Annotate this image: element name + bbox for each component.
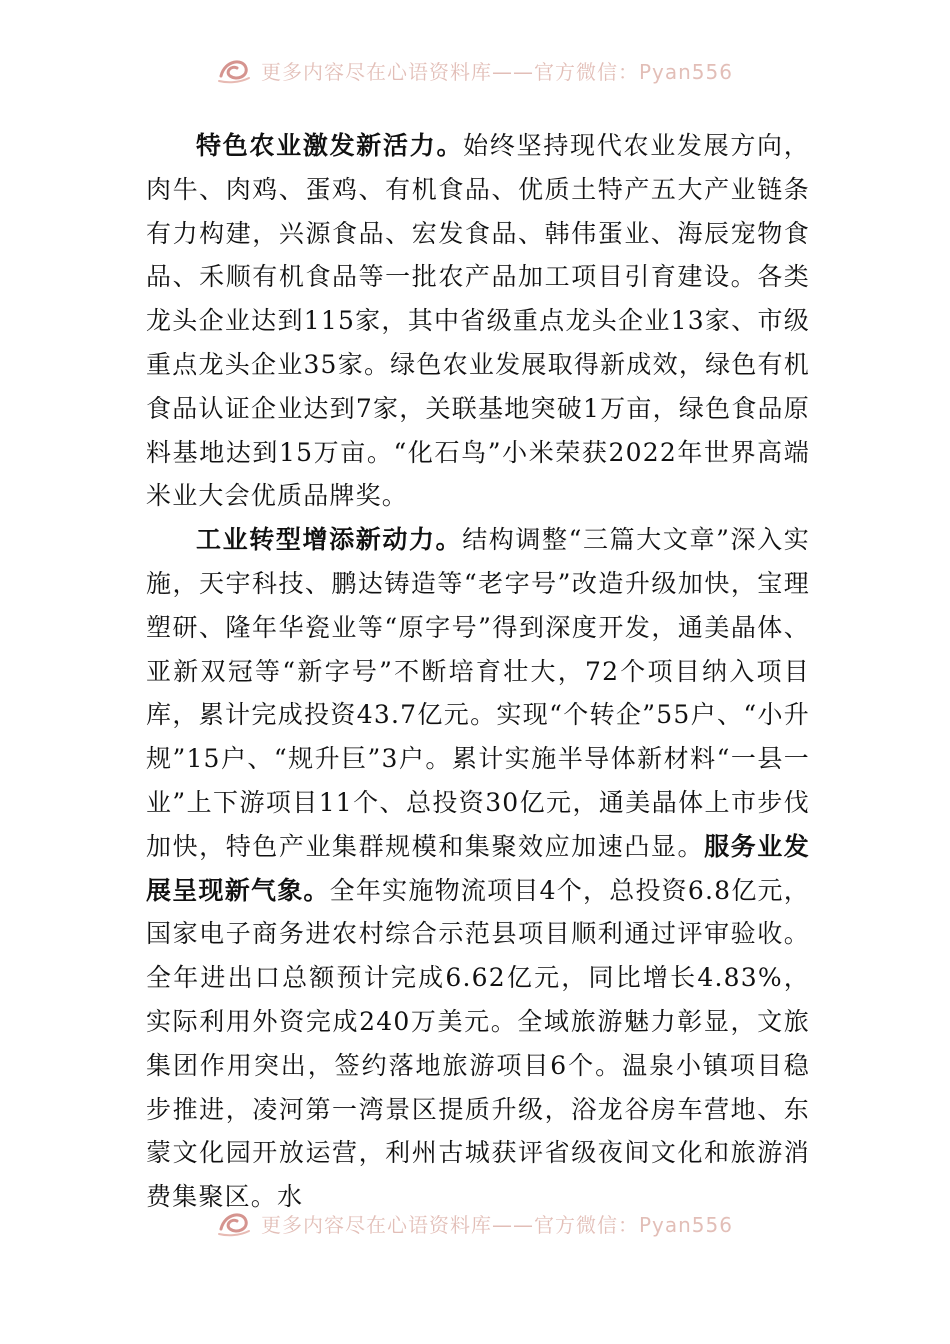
watermark-text: 更多内容尽在心语资料库——官方微信：Pyan556 xyxy=(260,1212,733,1237)
watermark-footer xyxy=(0,1203,950,1243)
paragraph-body: 结构调整“三篇大文章”深入实施，天宇科技、鹏达铸造等“老字号”改造升级加快，宝理塑研、隆年华瓷业等“原字号”得到深度开发，通美晶体、亚新双冠等“新字号”不断培育壮大，72个项目纳入项目库，累计完成投资43.7亿元。实现“个转企”55户、“小升规”15户、“规升巨”3户。累计实施半导体新材料“一县一业”上下游项目11个、总投资30亿元，通美晶体上市步伐加快，特色产业集群规模和集聚效应加速凸显。 xyxy=(146,525,810,861)
spiral-logo-icon xyxy=(217,1209,251,1237)
paragraph-body: 始终坚持现代农业发展方向，肉牛、肉鸡、蛋鸡、有机食品、优质土特产五大产业链条有力构建，兴源食品、宏发食品、韩伟蛋业、海辰宠物食品、禾顺有机食品等一批农产品加工项目引育建设。各类龙头企业达到115家，其中省级重点龙头企业13家、市级重点龙头企业35家。绿色农业发展取得新成效，绿色有机食品认证企业达到7家，关联基地突破1万亩，绿色食品原料基地达到15万亩。“化石鸟”小米荣获2022年世界高端米业大会优质品牌奖。 xyxy=(146,131,810,511)
paragraph-body-services: 全年实施物流项目4个，总投资6.8亿元，国家电子商务进农村综合示范县项目顺利通过评审验收。全年进出口总额预计完成6.62亿元，同比增长4.83%，实际利用外资完成240万美元。全域旅游魅力彰显，文旅集团作用突出，签约落地旅游项目6个。温泉小镇项目稳步推进，凌河第一湾景区提质升级，浴龙谷房车营地、东蒙文化园开放运营，利州古城获评省级夜间文化和旅游消费集聚区。水 xyxy=(146,875,810,1212)
watermark-text: 更多内容尽在心语资料库——官方微信：Pyan556 xyxy=(260,59,733,84)
body-text xyxy=(146,124,810,1219)
paragraph-heading: 特色农业激发新活力。 xyxy=(196,131,464,160)
paragraph-agriculture xyxy=(146,124,810,518)
paragraph-industry-services xyxy=(146,518,810,1219)
paragraph-heading-services: 服务业发展呈现新气象。 xyxy=(146,831,811,905)
spiral-logo-icon xyxy=(217,56,251,84)
watermark-header xyxy=(0,50,950,90)
paragraph-heading: 工业转型增添新动力。 xyxy=(196,525,463,555)
